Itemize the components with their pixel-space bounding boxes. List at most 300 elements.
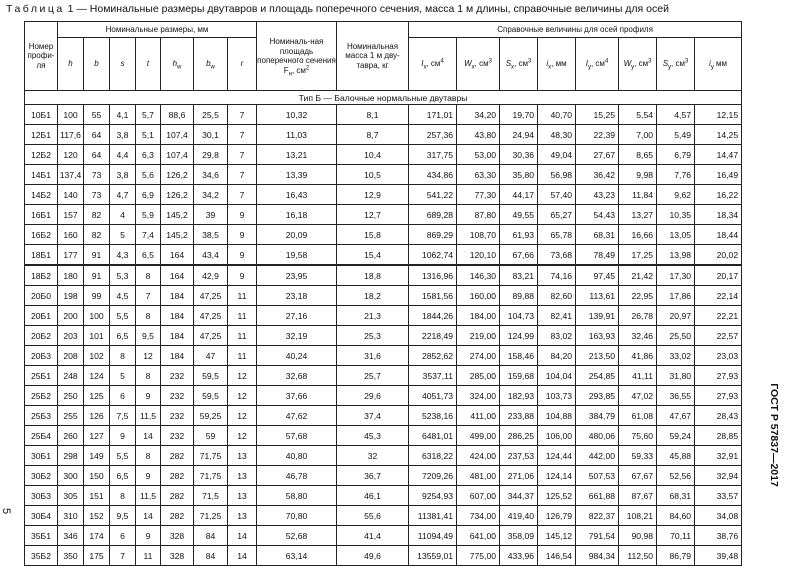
- table-cell: 4,7: [110, 185, 136, 205]
- table-cell: 91: [84, 245, 110, 266]
- table-cell: 5: [110, 225, 136, 245]
- table-cell: 108,70: [457, 225, 500, 245]
- table-cell: 146,54: [538, 546, 576, 566]
- table-cell: 3537,11: [409, 366, 457, 386]
- table-cell: 158,46: [500, 346, 538, 366]
- table-cell: 36,7: [337, 466, 409, 486]
- table-cell: 139,91: [576, 306, 619, 326]
- table-cell: 254,85: [576, 366, 619, 386]
- table-row: [25, 225, 742, 245]
- table-cell: 11,5: [136, 406, 161, 426]
- table-cell: 99: [84, 286, 110, 306]
- header-t: t: [136, 38, 161, 91]
- table-cell: 182,93: [500, 386, 538, 406]
- table-cell: 20Б3: [25, 346, 58, 366]
- header-Sy: $S_y$, $см^3$: [657, 38, 695, 91]
- table-cell: 5,7: [136, 105, 161, 125]
- table-cell: 12: [228, 406, 257, 426]
- table-cell: 9: [136, 466, 161, 486]
- table-cell: 13,21: [257, 145, 337, 165]
- table-cell: 126,2: [161, 165, 194, 185]
- table-cell: 37,4: [337, 406, 409, 426]
- table-cell: 317,75: [409, 145, 457, 165]
- table-row: [25, 366, 742, 386]
- table-cell: 7: [110, 546, 136, 566]
- table-cell: 14,47: [695, 145, 742, 165]
- table-cell: 14Б1: [25, 165, 58, 185]
- table-cell: 26,78: [619, 306, 657, 326]
- table-cell: 7: [228, 125, 257, 145]
- table-cell: 22,21: [695, 306, 742, 326]
- table-cell: 15,4: [337, 245, 409, 266]
- table-cell: 59,25: [194, 406, 228, 426]
- table-cell: 59,24: [657, 426, 695, 446]
- header-s: s: [110, 38, 136, 91]
- table-cell: 12: [228, 386, 257, 406]
- table-cell: 100: [84, 306, 110, 326]
- table-cell: 38,5: [194, 225, 228, 245]
- table-cell: 198: [58, 286, 84, 306]
- table-cell: 73,68: [538, 245, 576, 266]
- table-cell: 74,16: [538, 265, 576, 286]
- table-cell: 17,25: [619, 245, 657, 266]
- table-cell: 7,5: [110, 406, 136, 426]
- table-cell: 18,44: [695, 225, 742, 245]
- table-cell: 140: [58, 185, 84, 205]
- table-row: [25, 125, 742, 145]
- table-cell: 164: [161, 245, 194, 266]
- table-cell: 16,18: [257, 205, 337, 225]
- table-cell: 90,98: [619, 526, 657, 546]
- table-cell: 5,5: [110, 446, 136, 466]
- table-cell: 20Б1: [25, 306, 58, 326]
- header-ref-group: Справочные величины для осей профиля: [409, 22, 742, 38]
- table-cell: 7,00: [619, 125, 657, 145]
- table-cell: 5,9: [136, 205, 161, 225]
- table-cell: 18Б1: [25, 245, 58, 266]
- table-cell: 146,30: [457, 265, 500, 286]
- header-ix: $i_x$, мм: [538, 38, 576, 91]
- table-cell: 5,54: [619, 105, 657, 125]
- table-cell: 5: [110, 366, 136, 386]
- table-cell: 1844,26: [409, 306, 457, 326]
- table-cell: 47,25: [194, 286, 228, 306]
- table-cell: 124: [84, 366, 110, 386]
- table-cell: 8,7: [337, 125, 409, 145]
- table-cell: 11094,49: [409, 526, 457, 546]
- table-cell: 97,45: [576, 265, 619, 286]
- table-cell: 442,00: [576, 446, 619, 466]
- table-cell: 113,61: [576, 286, 619, 306]
- table-cell: 151: [84, 486, 110, 506]
- table-row: [25, 486, 742, 506]
- table-cell: 126,79: [538, 506, 576, 526]
- table-cell: 232: [161, 406, 194, 426]
- table-cell: 125,52: [538, 486, 576, 506]
- table-cell: 28,85: [695, 426, 742, 446]
- table-cell: 2218,49: [409, 326, 457, 346]
- table-cell: 25Б2: [25, 386, 58, 406]
- table-cell: 10,4: [337, 145, 409, 165]
- table-cell: 56,98: [538, 165, 576, 185]
- table-cell: 43,23: [576, 185, 619, 205]
- table-cell: 12,9: [337, 185, 409, 205]
- table-cell: 49,6: [337, 546, 409, 566]
- table-cell: 20,97: [657, 306, 695, 326]
- table-cell: 11: [228, 346, 257, 366]
- table-cell: 127: [84, 426, 110, 446]
- table-cell: 17,30: [657, 265, 695, 286]
- table-cell: 7,4: [136, 225, 161, 245]
- header-area: Номиналь-ная площадь поперечного сечения $F_н$, $см^2$: [257, 22, 337, 91]
- table-cell: 32,46: [619, 326, 657, 346]
- table-cell: 13: [228, 446, 257, 466]
- table-cell: 282: [161, 506, 194, 526]
- header-b: b: [84, 38, 110, 91]
- header-Ix: $I_x$, $см^4$: [409, 38, 457, 91]
- table-cell: 55: [84, 105, 110, 125]
- table-cell: 14: [228, 526, 257, 546]
- table-cell: 25Б1: [25, 366, 58, 386]
- table-cell: 8: [136, 446, 161, 466]
- table-caption: [6, 3, 669, 15]
- table-cell: 103,73: [538, 386, 576, 406]
- table-cell: 59,33: [619, 446, 657, 466]
- table-cell: 30Б1: [25, 446, 58, 466]
- table-cell: 9,62: [657, 185, 695, 205]
- table-cell: 433,96: [500, 546, 538, 566]
- table-cell: 73: [84, 165, 110, 185]
- table-cell: 87,67: [619, 486, 657, 506]
- table-cell: 11: [136, 546, 161, 566]
- table-cell: 91: [84, 265, 110, 286]
- table-cell: 411,00: [457, 406, 500, 426]
- table-cell: 499,00: [457, 426, 500, 446]
- table-cell: 5,49: [657, 125, 695, 145]
- table-cell: 145,2: [161, 225, 194, 245]
- table-cell: 12Б1: [25, 125, 58, 145]
- table-cell: 13: [228, 466, 257, 486]
- table-cell: 14: [136, 506, 161, 526]
- table-cell: 869,29: [409, 225, 457, 245]
- header-Iy: $I_y$, $см^4$: [576, 38, 619, 91]
- table-cell: 6,5: [110, 466, 136, 486]
- table-cell: 4,4: [110, 145, 136, 165]
- table-cell: 8: [136, 366, 161, 386]
- table-cell: 43,4: [194, 245, 228, 266]
- table-cell: 125: [84, 386, 110, 406]
- table-cell: 12: [228, 426, 257, 446]
- table-cell: 13,39: [257, 165, 337, 185]
- table-cell: 8: [110, 346, 136, 366]
- table-cell: 434,86: [409, 165, 457, 185]
- table-cell: 36,55: [657, 386, 695, 406]
- table-cell: 145,2: [161, 205, 194, 225]
- table-cell: 34,08: [695, 506, 742, 526]
- header-number: Номер профи-ля: [25, 22, 58, 91]
- table-cell: 68,31: [576, 225, 619, 245]
- header-Wy: $W_y$, $см^3$: [619, 38, 657, 91]
- table-cell: 43,80: [457, 125, 500, 145]
- table-cell: 174: [84, 526, 110, 546]
- table-cell: 54,43: [576, 205, 619, 225]
- table-cell: 82: [84, 205, 110, 225]
- table-cell: 21,42: [619, 265, 657, 286]
- table-cell: 184: [161, 346, 194, 366]
- table-cell: 10,35: [657, 205, 695, 225]
- table-cell: 4051,73: [409, 386, 457, 406]
- table-cell: 177: [58, 245, 84, 266]
- header-h: h: [58, 38, 84, 91]
- table-cell: 71,75: [194, 446, 228, 466]
- table-cell: 22,14: [695, 286, 742, 306]
- table-row: [25, 245, 742, 266]
- table-cell: 38,76: [695, 526, 742, 546]
- table-cell: 293,85: [576, 386, 619, 406]
- header-iy: $i_y$ мм: [695, 38, 742, 91]
- table-cell: 63,30: [457, 165, 500, 185]
- table-cell: 310: [58, 506, 84, 526]
- table-cell: 5238,16: [409, 406, 457, 426]
- table-cell: 324,00: [457, 386, 500, 406]
- table-cell: 4,57: [657, 105, 695, 125]
- table-cell: 30Б4: [25, 506, 58, 526]
- table-cell: 232: [161, 366, 194, 386]
- table-cell: 184: [161, 286, 194, 306]
- table-cell: 30,1: [194, 125, 228, 145]
- table-cell: 23,03: [695, 346, 742, 366]
- table-cell: 149: [84, 446, 110, 466]
- table-cell: 11,5: [136, 486, 161, 506]
- table-cell: 39,48: [695, 546, 742, 566]
- table-cell: 25Б3: [25, 406, 58, 426]
- table-cell: 18,8: [337, 265, 409, 286]
- table-cell: 42,9: [194, 265, 228, 286]
- table-cell: 4,1: [110, 105, 136, 125]
- table-cell: 29,8: [194, 145, 228, 165]
- table-cell: 12,15: [695, 105, 742, 125]
- table-cell: 47: [194, 346, 228, 366]
- table-cell: 52,68: [257, 526, 337, 546]
- table-cell: 250: [58, 386, 84, 406]
- table-cell: 16Б1: [25, 205, 58, 225]
- table-row: [25, 546, 742, 566]
- table-cell: 70,80: [257, 506, 337, 526]
- table-cell: 507,53: [576, 466, 619, 486]
- table-cell: 20,02: [695, 245, 742, 266]
- table-cell: 18Б2: [25, 265, 58, 286]
- table-cell: 12: [228, 366, 257, 386]
- table-cell: 82: [84, 225, 110, 245]
- table-cell: 25,3: [337, 326, 409, 346]
- table-cell: 9: [228, 205, 257, 225]
- table-cell: 480,06: [576, 426, 619, 446]
- table-cell: 20,09: [257, 225, 337, 245]
- table-cell: 47,67: [657, 406, 695, 426]
- table-cell: 159,68: [500, 366, 538, 386]
- table-cell: 20Б0: [25, 286, 58, 306]
- table-cell: 100: [58, 105, 84, 125]
- table-cell: 84,60: [657, 506, 695, 526]
- table-cell: 28,43: [695, 406, 742, 426]
- table-cell: 41,11: [619, 366, 657, 386]
- table-cell: 14: [228, 546, 257, 566]
- table-cell: 124,99: [500, 326, 538, 346]
- table-cell: 19,70: [500, 105, 538, 125]
- table-row: [25, 386, 742, 406]
- table-cell: 29,6: [337, 386, 409, 406]
- table-row: [25, 406, 742, 426]
- table-cell: 16,43: [257, 185, 337, 205]
- table-cell: 25,50: [657, 326, 695, 346]
- table-cell: 257,36: [409, 125, 457, 145]
- table-cell: 12: [136, 346, 161, 366]
- table-row: [25, 286, 742, 306]
- table-cell: 16Б2: [25, 225, 58, 245]
- table-cell: 27,93: [695, 366, 742, 386]
- table-row: [25, 466, 742, 486]
- table-row: [25, 426, 742, 446]
- table-cell: 6,9: [136, 185, 161, 205]
- table-cell: 104,88: [538, 406, 576, 426]
- table-cell: 34,6: [194, 165, 228, 185]
- table-cell: 65,78: [538, 225, 576, 245]
- table-row: [25, 446, 742, 466]
- caption-label: Таблица: [6, 3, 65, 15]
- table-cell: 104,04: [538, 366, 576, 386]
- table-cell: 112,50: [619, 546, 657, 566]
- table-cell: 208: [58, 346, 84, 366]
- header-dims-group: Номинальные размеры, мм: [58, 22, 257, 38]
- standard-designation: [768, 340, 780, 530]
- table-cell: 286,25: [500, 426, 538, 446]
- table-row: [25, 306, 742, 326]
- table-cell: 200: [58, 306, 84, 326]
- table-cell: 10,5: [337, 165, 409, 185]
- table-cell: 18,2: [337, 286, 409, 306]
- table-cell: 89,88: [500, 286, 538, 306]
- table-cell: 71,25: [194, 506, 228, 526]
- table-cell: 35Б2: [25, 546, 58, 566]
- table-cell: 126,2: [161, 185, 194, 205]
- table-cell: 126: [84, 406, 110, 426]
- table-cell: 11,84: [619, 185, 657, 205]
- table-cell: 32,19: [257, 326, 337, 346]
- table-cell: 107,4: [161, 145, 194, 165]
- table-cell: 734,00: [457, 506, 500, 526]
- table-cell: 282: [161, 466, 194, 486]
- table-cell: 59,5: [194, 366, 228, 386]
- table-cell: 541,22: [409, 185, 457, 205]
- table-cell: 344,37: [500, 486, 538, 506]
- table-cell: 822,37: [576, 506, 619, 526]
- table-cell: 11: [228, 326, 257, 346]
- table-cell: 9,5: [136, 326, 161, 346]
- table-cell: 274,00: [457, 346, 500, 366]
- table-cell: 9: [228, 265, 257, 286]
- table-cell: 305: [58, 486, 84, 506]
- table-cell: 4,3: [110, 245, 136, 266]
- table-cell: 40,80: [257, 446, 337, 466]
- table-cell: 120,10: [457, 245, 500, 266]
- table-cell: 22,39: [576, 125, 619, 145]
- table-cell: 27,16: [257, 306, 337, 326]
- table-cell: 86,79: [657, 546, 695, 566]
- header-bw: $b_w$: [194, 38, 228, 91]
- table-cell: 64: [84, 145, 110, 165]
- table-cell: 160: [58, 225, 84, 245]
- profile-table: [24, 21, 742, 566]
- table-cell: 9: [110, 426, 136, 446]
- table-cell: 46,1: [337, 486, 409, 506]
- table-cell: 59,5: [194, 386, 228, 406]
- table-cell: 11: [228, 306, 257, 326]
- table-cell: 4: [110, 205, 136, 225]
- table-cell: 350: [58, 546, 84, 566]
- table-cell: 25Б4: [25, 426, 58, 446]
- table-cell: 7: [228, 105, 257, 125]
- table-cell: 107,4: [161, 125, 194, 145]
- table-cell: 15,25: [576, 105, 619, 125]
- table-cell: 13,05: [657, 225, 695, 245]
- table-cell: 171,01: [409, 105, 457, 125]
- table-cell: 21,3: [337, 306, 409, 326]
- table-cell: 328: [161, 546, 194, 566]
- header-Sx: $S_x$, $см^3$: [500, 38, 538, 91]
- table-cell: 102: [84, 346, 110, 366]
- header-Wx: $W_x$, $см^3$: [457, 38, 500, 91]
- table-cell: 6,5: [136, 245, 161, 266]
- table-cell: 87,80: [457, 205, 500, 225]
- table-row: [25, 185, 742, 205]
- table-cell: 70,11: [657, 526, 695, 546]
- table-cell: 232: [161, 386, 194, 406]
- table-cell: 19,58: [257, 245, 337, 266]
- table-cell: 34,20: [457, 105, 500, 125]
- table-cell: 25,7: [337, 366, 409, 386]
- table-cell: 84: [194, 546, 228, 566]
- table-cell: 12,7: [337, 205, 409, 225]
- table-cell: 77,30: [457, 185, 500, 205]
- table-cell: 9: [136, 386, 161, 406]
- table-cell: 260: [58, 426, 84, 446]
- table-cell: 13559,01: [409, 546, 457, 566]
- table-cell: 328: [161, 526, 194, 546]
- table-cell: 5,6: [136, 165, 161, 185]
- table-cell: 47,25: [194, 306, 228, 326]
- table-cell: 47,25: [194, 326, 228, 346]
- table-cell: 71,75: [194, 466, 228, 486]
- table-cell: 9254,93: [409, 486, 457, 506]
- table-cell: 48,30: [538, 125, 576, 145]
- table-cell: 47,02: [619, 386, 657, 406]
- table-cell: 11: [228, 286, 257, 306]
- table-cell: 27,93: [695, 386, 742, 406]
- table-cell: 67,66: [500, 245, 538, 266]
- table-cell: 53,00: [457, 145, 500, 165]
- table-cell: 213,50: [576, 346, 619, 366]
- table-cell: 346: [58, 526, 84, 546]
- table-cell: 47,62: [257, 406, 337, 426]
- table-cell: 41,4: [337, 526, 409, 546]
- table-cell: 36,42: [576, 165, 619, 185]
- table-cell: 219,00: [457, 326, 500, 346]
- table-cell: 33,57: [695, 486, 742, 506]
- table-cell: 607,00: [457, 486, 500, 506]
- table-cell: 82,60: [538, 286, 576, 306]
- table-cell: 3,8: [110, 125, 136, 145]
- table-cell: 7,76: [657, 165, 695, 185]
